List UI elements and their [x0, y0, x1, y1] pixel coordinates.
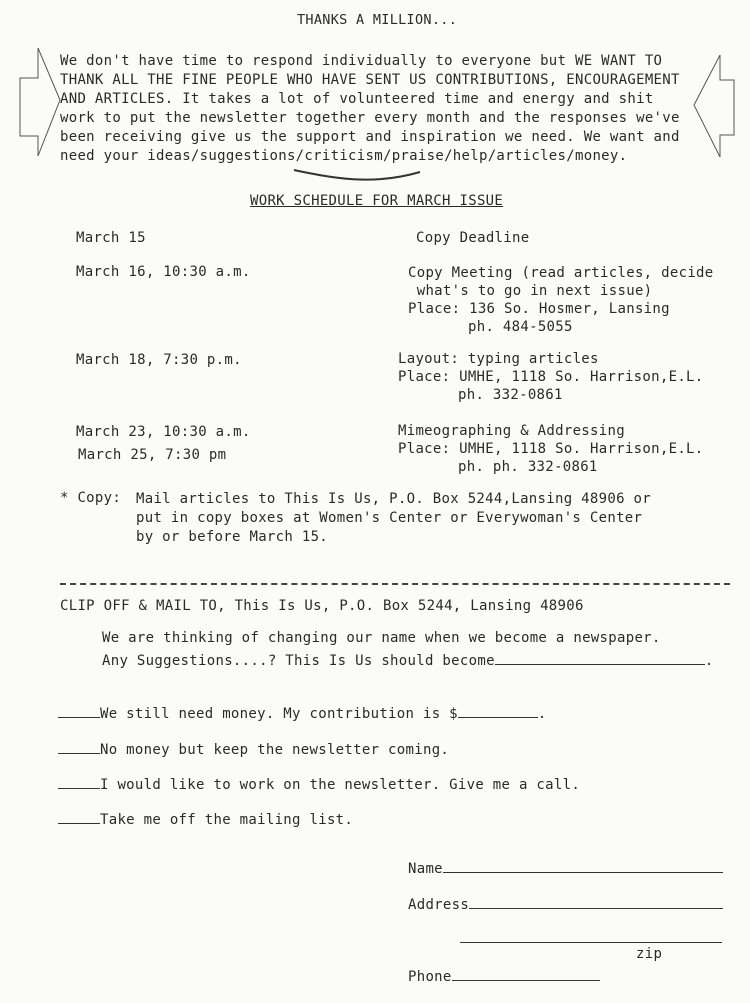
schedule-detail	[398, 350, 704, 404]
detail-line: Place: UMHE, 1118 So. Harrison,E.L.	[398, 369, 704, 385]
page-title: THANKS A MILLION...	[297, 12, 458, 28]
clip-dashed-line	[60, 583, 730, 585]
phone-row	[408, 966, 600, 985]
name-field[interactable]	[443, 858, 723, 873]
address-line-2-field[interactable]	[460, 942, 722, 943]
schedule-date: March 16, 10:30 a.m.	[76, 264, 251, 280]
schedule-detail: Copy Deadline	[416, 230, 530, 246]
detail-line: ph. ph. 332-0861	[458, 459, 598, 475]
detail-line: Place: 136 So. Hosmer, Lansing	[408, 301, 670, 317]
option-checkbox-line[interactable]	[58, 774, 100, 789]
option-text: Take me off the mailing list.	[100, 812, 354, 828]
name-suggestion	[102, 650, 714, 669]
name-row	[408, 858, 723, 877]
swoosh-divider	[292, 158, 432, 188]
copy-note-line: by or before March 15.	[136, 529, 329, 545]
detail-line: what's to go in next issue)	[408, 283, 653, 299]
schedule-detail	[408, 264, 714, 336]
schedule-detail	[398, 422, 704, 476]
detail-line: Place: UMHE, 1118 So. Harrison,E.L.	[398, 441, 704, 457]
phone-label: Phone	[408, 969, 452, 985]
option-row	[58, 809, 353, 828]
address-row	[408, 894, 723, 913]
name-suggestion-period: .	[704, 653, 714, 669]
option-text: No money but keep the newsletter coming.	[100, 742, 450, 758]
address-field[interactable]	[469, 894, 723, 909]
detail-line: Mimeographing & Addressing	[398, 423, 625, 439]
thanks-line: need your ideas/suggestions/criticism/praise/help/articles/money.	[60, 148, 628, 164]
contribution-amount-field[interactable]	[458, 703, 538, 718]
copy-note-text	[136, 490, 651, 547]
schedule-date: March 15	[76, 230, 146, 246]
name-suggestion-field[interactable]	[495, 650, 705, 665]
option-row	[58, 774, 580, 793]
option-row	[58, 739, 449, 758]
schedule-date-secondary: March 25, 7:30 pm	[78, 447, 227, 463]
option-suffix: .	[537, 706, 547, 722]
copy-note-line: Mail articles to This Is Us, P.O. Box 5244,Lansing 48906 or	[136, 491, 651, 507]
schedule-date: March 18, 7:30 p.m.	[76, 352, 242, 368]
option-row	[58, 703, 547, 722]
detail-line: ph. 484-5055	[468, 319, 573, 335]
phone-field[interactable]	[452, 966, 600, 981]
option-checkbox-line[interactable]	[58, 703, 100, 718]
name-change-line: We are thinking of changing our name when we become a newspaper.	[102, 630, 661, 646]
address-label: Address	[408, 897, 470, 913]
schedule-date: March 23, 10:30 a.m.	[76, 424, 251, 440]
option-text: We still need money. My contribution is $	[100, 706, 458, 722]
option-checkbox-line[interactable]	[58, 739, 100, 754]
thanks-line: work to put the newsletter together every month and the responses we've	[60, 110, 680, 126]
thanks-line: been receiving give us the support and inspiration we need. We want and	[60, 129, 680, 145]
option-checkbox-line[interactable]	[58, 809, 100, 824]
name-suggestion-text: Any Suggestions....? This Is Us should become	[102, 653, 495, 669]
schedule-heading: WORK SCHEDULE FOR MARCH ISSUE	[250, 193, 504, 209]
clip-heading: CLIP OFF & MAIL TO, This Is Us, P.O. Box 5244, Lansing 48906	[60, 598, 584, 614]
thanks-line: We don't have time to respond individually to everyone but WE WANT TO	[60, 53, 663, 69]
option-text: I would like to work on the newsletter. Give me a call.	[100, 777, 581, 793]
detail-line: Copy Meeting (read articles, decide	[408, 265, 714, 281]
copy-note-label: * Copy:	[60, 490, 122, 506]
thanks-paragraph	[60, 52, 700, 166]
copy-note-line: put in copy boxes at Women's Center or Everywoman's Center	[136, 510, 643, 526]
zip-label: zip	[636, 946, 663, 962]
thanks-line: AND ARTICLES. It takes a lot of volunteered time and energy and shit	[60, 91, 654, 107]
detail-line: Layout: typing articles	[398, 351, 599, 367]
thanks-line: THANK ALL THE FINE PEOPLE WHO HAVE SENT US CONTRIBUTIONS, ENCOURAGEMENT	[60, 72, 680, 88]
name-label: Name	[408, 861, 443, 877]
detail-line: ph. 332-0861	[458, 387, 563, 403]
